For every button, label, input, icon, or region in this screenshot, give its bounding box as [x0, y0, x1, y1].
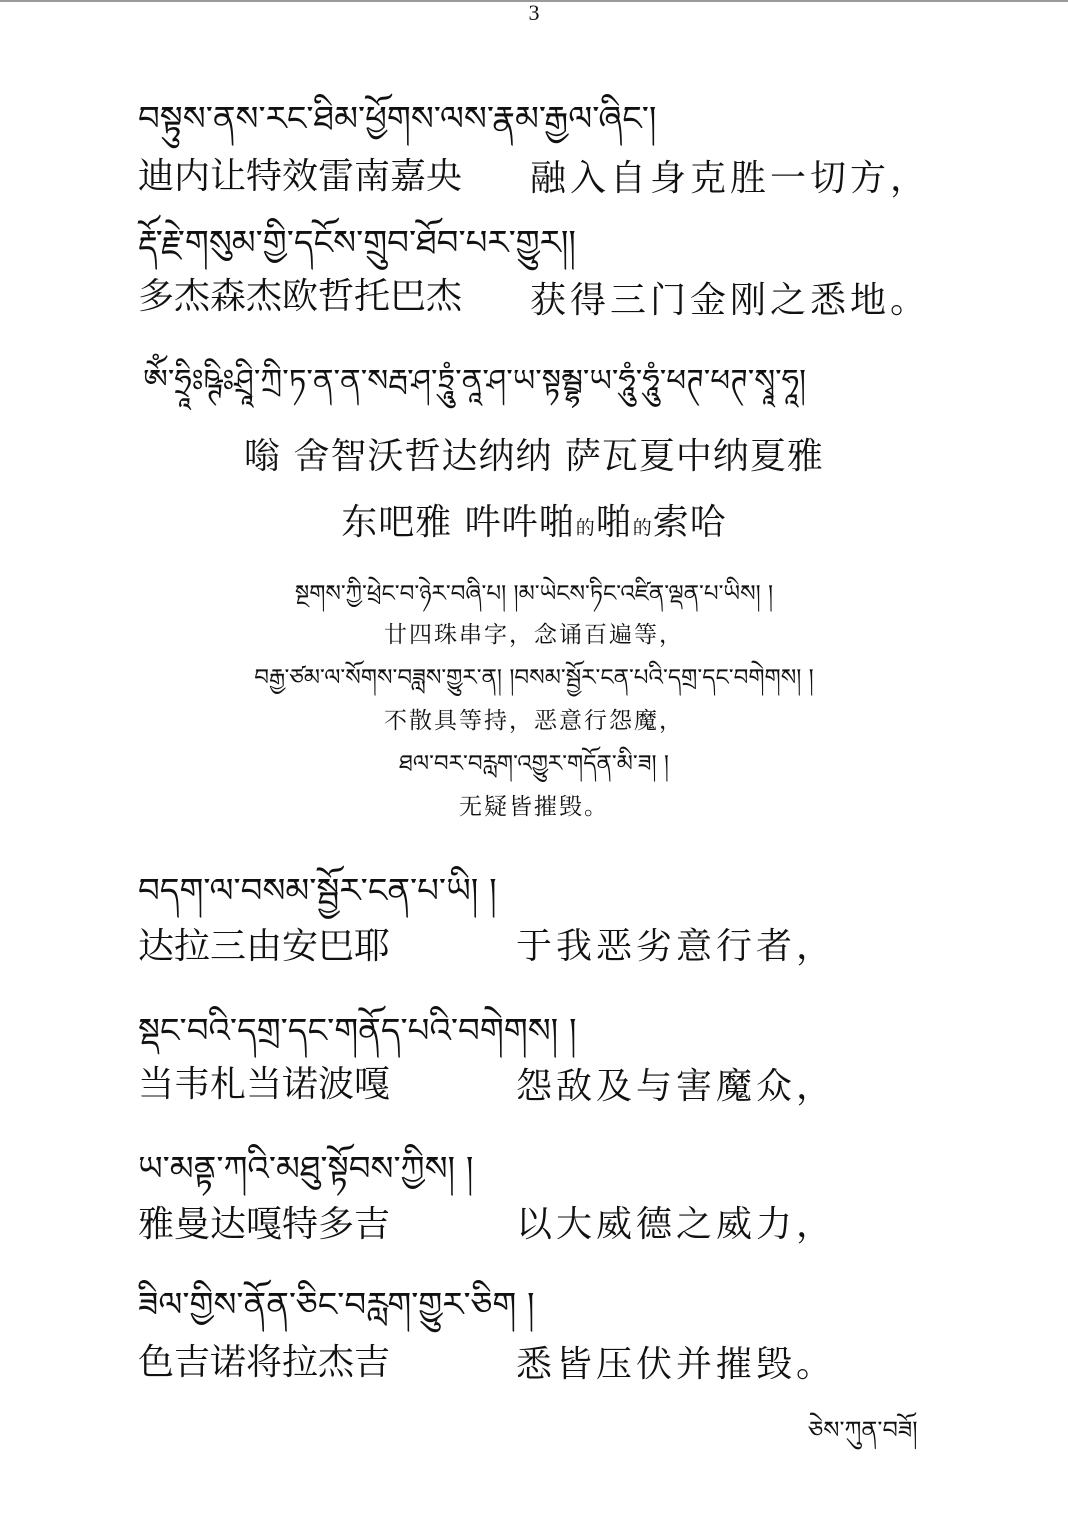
- verse-6-chinese: 悉皆压伏并摧毁。: [516, 1344, 837, 1385]
- verse-3-tibetan: བདག་ལ་བསམ་སྦྱོར་ངན་པ་ཡི། །: [138, 871, 497, 911]
- verse-2-transliteration: 多杰森杰欧哲托巴杰: [138, 276, 463, 317]
- verse-5-transliteration: 雅曼达嘎特多吉: [138, 1204, 391, 1245]
- mantra-line-2: [0, 494, 1068, 545]
- verse-4-transliteration: 当韦札当诺波嘎: [138, 1064, 391, 1105]
- mantra-line-2-part-e: 索哈: [652, 502, 727, 543]
- verse-6-tibetan: ཟིལ་གྱིས་ནོན་ཅིང་བརླག་གྱུར་ཅིག །: [138, 1285, 535, 1325]
- verse-6-transliteration: 色吉诺将拉杰吉: [138, 1342, 391, 1383]
- verse-3-chinese: 于我恶劣意行者，: [516, 926, 837, 967]
- mantra-line-2-part-c: 啪: [595, 502, 633, 543]
- mantra-line-2-part-a: 东吧雅 吽吽啪: [341, 502, 576, 543]
- verse-3-transliteration: 达拉三由安巴耶: [138, 926, 391, 967]
- verse-4-chinese: 怨敌及与害魔众，: [516, 1066, 837, 1107]
- verse-4-tibetan: སྡང་བའི་དགྲ་དང་གནོད་པའི་བགེགས། །: [138, 1011, 577, 1051]
- verse-1-tibetan: བསྟུས་ནས་རང་ཐིམ་ཕྱོགས་ལས་རྣམ་རྒྱལ་ཞིང་།: [138, 99, 657, 139]
- instruction-2-tibetan: བརྒྱ་ཙམ་ལ་སོགས་བཟླས་གྱུར་ན། །བསམ་སྦྱོར་ངན་པའི་དགྲ་དང་བགེགས། །: [254, 665, 814, 691]
- verse-5-tibetan: ཡ་མནྟ་ཀའི་མཐུ་སྟོབས་ཀྱིས། །: [138, 1149, 474, 1189]
- mantra-tibetan: ཨོཾ་ཧྲཱིཿཥྚིཿཤྲཱི་ཀྲི་ཏ་ན་ན་སརྦ་ཤ་ཏྲཱུཾ་ནཱ་ཤ་ཡ་སྟམྦྷ་ཡ་ཧཱུཾ་ཧཱུཾ་ཕཊ་ཕཊ་སྭཱ་ཧཱ།: [143, 363, 806, 399]
- page-number: 3: [528, 0, 540, 25]
- instruction-2-chinese: 不散具等持，恶意行怨魔，: [384, 708, 684, 734]
- instruction-1-tibetan: སྔགས་ཀྱི་ཕྲེང་བ་ཉེར་བཞི་པ། །མ་ཡེངས་ཏིང་འཛིན་ལྡན་པ་ཡིས། །: [294, 581, 774, 607]
- verse-2-chinese: 获得三门金刚之悉地。: [530, 280, 931, 321]
- verse-2-tibetan: རྡོ་རྗེ་གསུམ་གྱི་དངོས་གྲུབ་ཐོབ་པར་གྱུར།།: [138, 223, 576, 263]
- mantra-line-2-sub-1: 的: [575, 517, 596, 539]
- colophon-signature: ཅེས་ཀུན་བཟོ།: [808, 1416, 918, 1444]
- verse-5-chinese: 以大威德之威力，: [516, 1204, 837, 1245]
- mantra-line-2-sub-2: 的: [632, 517, 653, 539]
- verse-1-transliteration: 迪内让特效雷南嘉央: [138, 156, 463, 197]
- verse-1-chinese: 融入自身克胜一切方，: [530, 158, 931, 199]
- instruction-3-chinese: 无疑皆摧毁。: [459, 794, 609, 820]
- mantra-line-1: 嗡 舍智沃哲达纳纳 萨瓦夏中纳夏雅: [244, 436, 824, 477]
- instruction-3-tibetan: ཐལ་བར་བརླག་འགྱུར་གདོན་མི་ཟ། །: [398, 751, 670, 777]
- instruction-1-chinese: 廿四珠串字，念诵百遍等，: [384, 622, 684, 648]
